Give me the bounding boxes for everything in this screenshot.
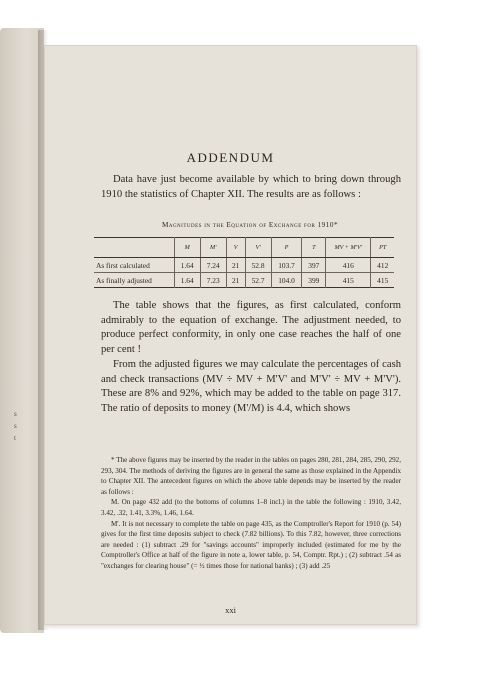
table-cell: 103.7: [271, 258, 302, 273]
footnotes: [101, 455, 401, 572]
col-header: T: [302, 238, 326, 258]
footnote: M. On page 432 add (to the bottoms of columns 1–8 incl.) in the table the following : 1910, 3.42, 3.42, .32, 1.41, 3.3%, 1.46, 1.64.: [101, 498, 401, 517]
table-cell: 104.0: [271, 273, 302, 288]
intro-paragraph: Data have just become available by which to bring down through 1910 the statistics of Chapter XII. The results are as follows :: [101, 174, 401, 200]
table-header-row: [94, 238, 394, 258]
row-label: As first calculated: [94, 258, 174, 273]
col-header: MV + M'V': [326, 238, 371, 258]
table-cell: 416: [326, 258, 371, 273]
table-header-blank: [94, 238, 174, 258]
body-paragraph-1: The table shows that the figures, as first calculated, conform admirably to the equation of exchange. The adjustment needed, to produce perfect conformity, in only one case reaches the half of one per cent !: [101, 300, 401, 355]
col-header: V: [226, 238, 245, 258]
col-header: M': [200, 238, 226, 258]
table-cell: 397: [302, 258, 326, 273]
table-cell: 415: [371, 273, 394, 288]
table-cell: 7.23: [200, 273, 226, 288]
col-header: P: [271, 238, 302, 258]
table-cell: 1.64: [174, 273, 200, 288]
table-cell: 1.64: [174, 258, 200, 273]
page-number: xxi: [225, 605, 236, 615]
page-heading: ADDENDUM: [186, 150, 275, 165]
table-cell: 52.7: [245, 273, 271, 288]
table-row: [94, 273, 394, 288]
col-header: V': [245, 238, 271, 258]
table-cell: 21: [226, 258, 245, 273]
table-cell: 52.8: [245, 258, 271, 273]
table-row: [94, 258, 394, 273]
table-cell: 7.24: [200, 258, 226, 273]
table-cell: 415: [326, 273, 371, 288]
magnitudes-table: [94, 237, 394, 288]
table-cell: 21: [226, 273, 245, 288]
footnote: * The above figures may be inserted by the reader in the tables on pages 280, 281, 284, 285, 290, 292, 293, 304. The methods of deriving the figures are in general the same as those explained in the Appendix to Chapter XII. The antecedent figures on which the above table depends may be inserted by the reader as follows :: [101, 456, 401, 496]
left-page-marks: s s t: [14, 410, 17, 442]
footnote: M'. It is not necessary to complete the table on page 435, as the Comptroller's Report for 1910 (p. 54) gives for the first time deposits subject to check (7.82 billions). To this 7.82, however, three corrections are needed : (1) subtract .29 for "savings accounts" improperly included (estimated for me by the Comptroller's Office at half of the figure in note a, lower table, p. 54, Comptr. Rpt.) ; (2) subtract .54 as "exchanges for clearing house" (= ½ times those for national banks) ; (3) add .25: [101, 519, 401, 570]
body-paragraph-2: From the adjusted figures we may calculate the percentages of cash and check transactions (MV ÷ MV + M'V' and M'V' ÷ MV + M'V'). These are 8% and 92%, which may be added to the table on page 317. The ratio of deposits to money (M'/M) is 4.4, which shows: [101, 359, 401, 414]
table-title: Magnitudes in the Equation of Exchange for 1910*: [161, 221, 339, 229]
table-cell: 412: [371, 258, 394, 273]
col-header: M: [174, 238, 200, 258]
col-header: PT: [371, 238, 394, 258]
book-page: [44, 45, 417, 625]
table-cell: 399: [302, 273, 326, 288]
row-label: As finally adjusted: [96, 275, 152, 285]
